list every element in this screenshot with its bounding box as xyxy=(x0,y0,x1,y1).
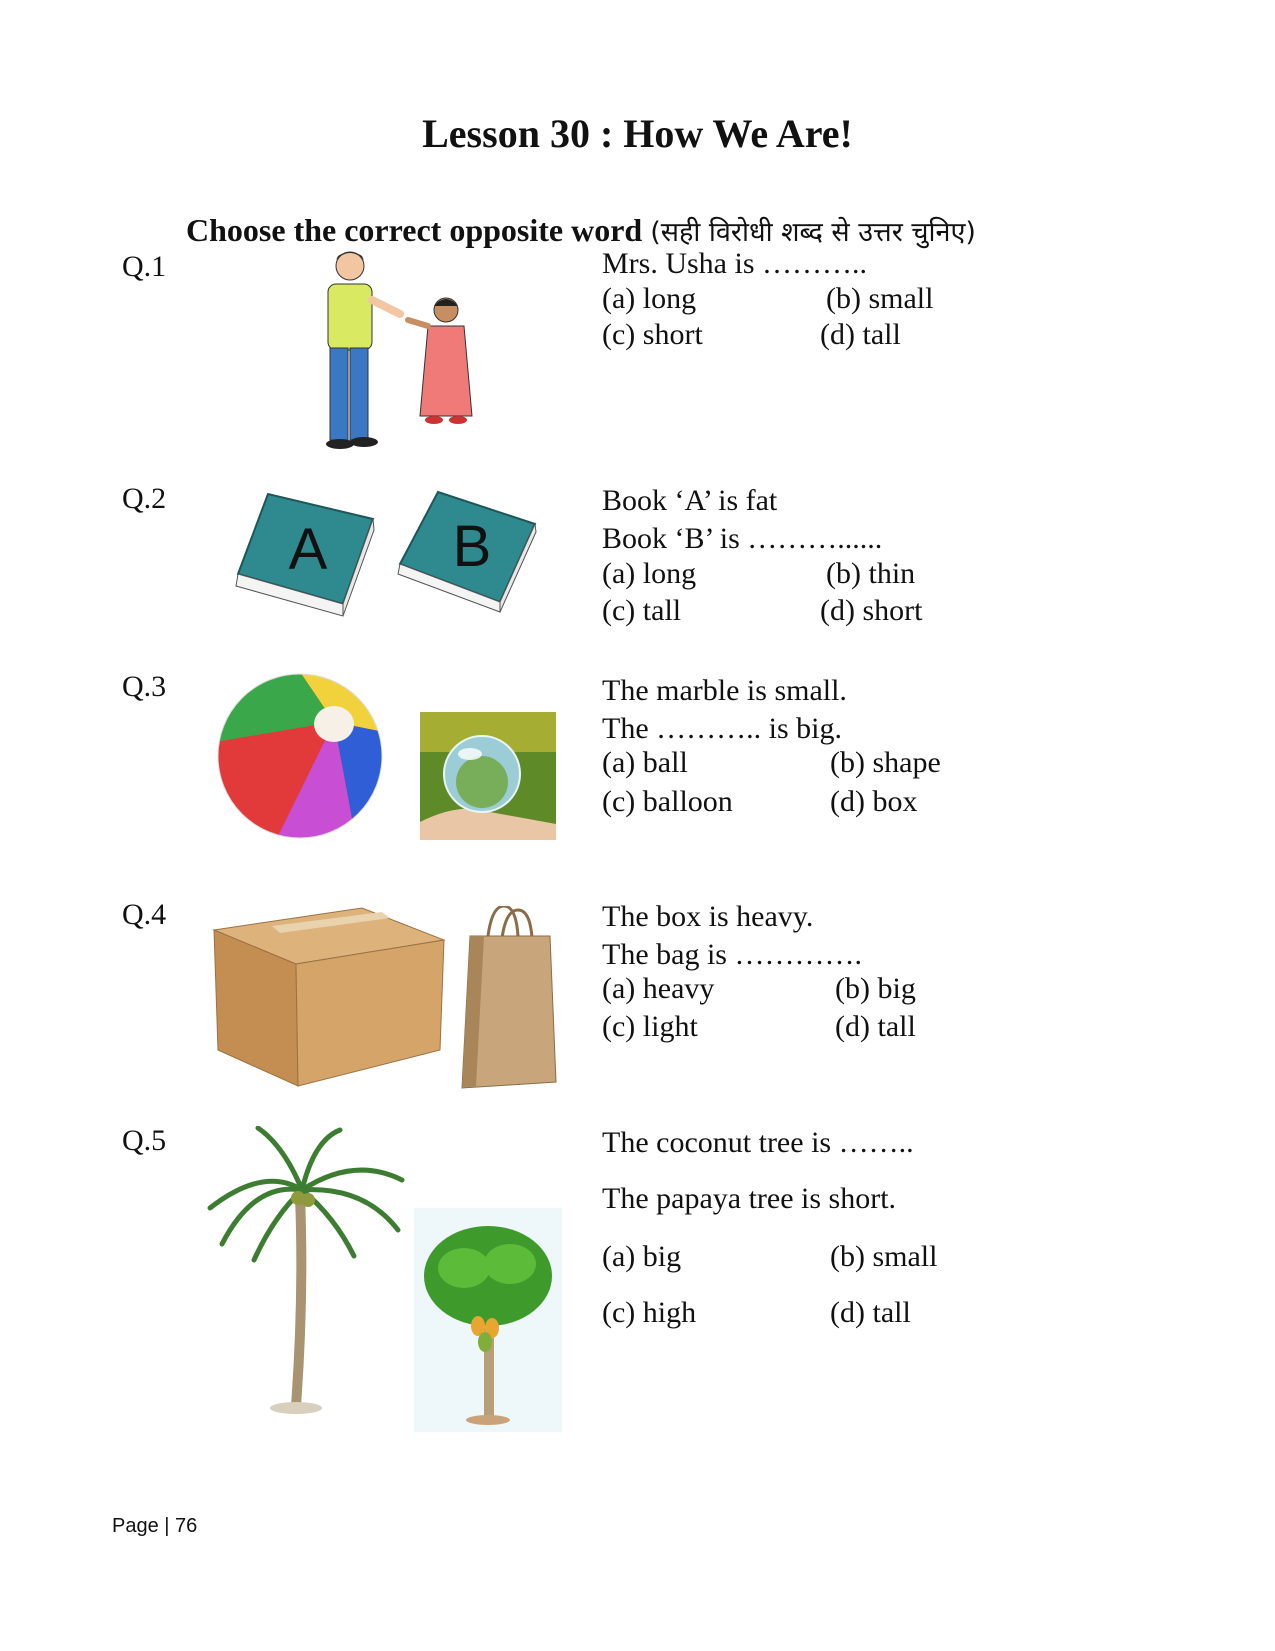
question-4-line-1: The box is heavy. xyxy=(602,900,814,933)
question-3-line-1: The marble is small. xyxy=(602,674,847,707)
instruction-hindi: (सही विरोधी शब्द से उत्तर चुनिए) xyxy=(650,217,976,248)
question-3-option-c[interactable]: (c) balloon xyxy=(602,785,733,818)
question-3-line-2: The ……….. is big. xyxy=(602,712,842,745)
question-3-option-a[interactable]: (a) ball xyxy=(602,746,688,779)
question-5-text xyxy=(602,1124,914,1218)
book-b xyxy=(390,484,540,619)
question-5-line-1: The coconut tree is …….. xyxy=(602,1126,914,1159)
question-1-option-a[interactable]: (a) long xyxy=(602,282,697,315)
question-2-option-a[interactable]: (a) long xyxy=(602,557,697,590)
instruction xyxy=(186,212,976,249)
instruction-english: Choose the correct opposite word xyxy=(186,212,643,248)
question-2-option-b[interactable]: (b) thin xyxy=(826,557,916,590)
papaya-tree xyxy=(414,1208,562,1432)
question-4-option-b[interactable]: (b) big xyxy=(835,972,916,1005)
question-5-option-a[interactable]: (a) big xyxy=(602,1240,682,1273)
question-1-option-c[interactable]: (c) short xyxy=(602,318,703,351)
question-3-number: Q.3 xyxy=(122,670,167,703)
question-1-option-d[interactable]: (d) tall xyxy=(820,318,901,351)
question-2-option-c[interactable]: (c) tall xyxy=(602,594,682,627)
question-5-option-d[interactable]: (d) tall xyxy=(830,1296,911,1329)
coconut-tree xyxy=(204,1126,410,1416)
question-3-text xyxy=(602,672,847,748)
cardboard-box xyxy=(212,900,448,1090)
question-3-option-d[interactable]: (d) box xyxy=(830,785,918,818)
lesson-title: Lesson 30 : How We Are! xyxy=(422,111,853,156)
question-4-option-d[interactable]: (d) tall xyxy=(835,1010,916,1043)
question-2-text xyxy=(602,482,882,558)
book-b-letter: B xyxy=(452,514,492,579)
book-a-letter: A xyxy=(288,517,328,582)
question-4-option-a[interactable]: (a) heavy xyxy=(602,972,715,1005)
question-4-number: Q.4 xyxy=(122,898,167,931)
beach-ball xyxy=(216,672,384,840)
question-5-line-2: The papaya tree is short. xyxy=(602,1182,897,1215)
question-2-option-d[interactable]: (d) short xyxy=(820,594,923,627)
question-5-option-c[interactable]: (c) high xyxy=(602,1296,697,1329)
question-1-line-1: Mrs. Usha is ……….. xyxy=(602,247,868,280)
question-4-text xyxy=(602,898,862,974)
question-1-number: Q.1 xyxy=(122,250,167,283)
marble-photo xyxy=(420,712,556,840)
question-5-option-b[interactable]: (b) small xyxy=(830,1240,938,1273)
question-1-text xyxy=(602,245,867,283)
question-3-option-b[interactable]: (b) shape xyxy=(830,746,941,779)
tall-man-short-woman-illustration xyxy=(288,248,488,458)
question-2-number: Q.2 xyxy=(122,482,167,515)
paper-bag xyxy=(454,906,558,1090)
question-2-line-1: Book ‘A’ is fat xyxy=(602,484,778,517)
question-1-option-b[interactable]: (b) small xyxy=(826,282,934,315)
question-2-line-2: Book ‘B’ is ………...... xyxy=(602,522,883,555)
book-a xyxy=(228,484,378,619)
page-footer: Page | 76 xyxy=(112,1515,198,1537)
question-5-number: Q.5 xyxy=(122,1124,167,1157)
question-4-line-2: The bag is …………. xyxy=(602,938,862,971)
question-4-option-c[interactable]: (c) light xyxy=(602,1010,698,1043)
